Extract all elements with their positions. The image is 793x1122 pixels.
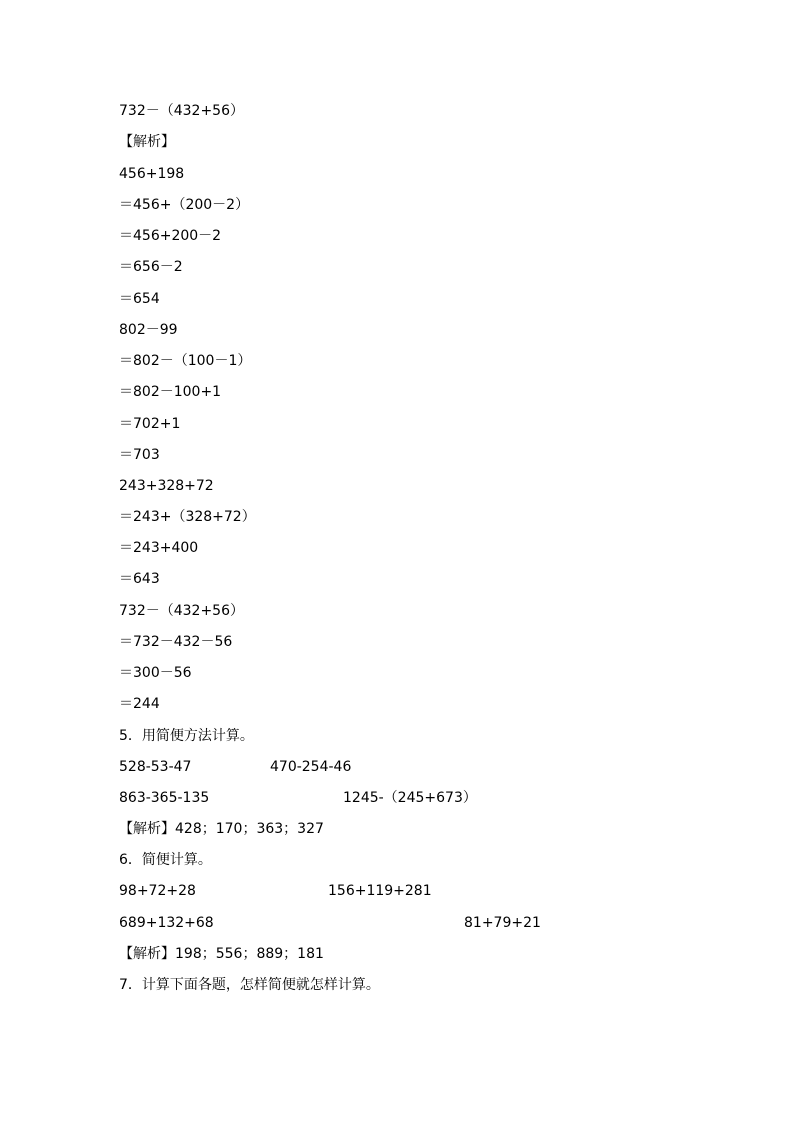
q6-expression: 689+132+68 — [119, 915, 214, 931]
q6-expression: 156+119+281 — [328, 883, 432, 899]
q5-expression: 470-254-46 — [270, 759, 352, 775]
calc-line: ＝654 — [119, 291, 160, 307]
q5-expression: 863-365-135 — [119, 790, 210, 806]
question-5-title: 5．用简便方法计算。 — [119, 728, 254, 744]
question-6-title: 6．简便计算。 — [119, 852, 212, 868]
calc-line: 802－99 — [119, 322, 178, 338]
question-7-title: 7．计算下面各题，怎样简便就怎样计算。 — [119, 977, 380, 993]
q6-expression: 98+72+28 — [119, 883, 196, 899]
calc-line: ＝643 — [119, 571, 160, 587]
q5-expression: 528-53-47 — [119, 759, 192, 775]
calc-line: ＝802－100+1 — [119, 384, 222, 400]
calc-line: ＝456+（200－2） — [119, 197, 250, 213]
q6-expression: 81+79+21 — [464, 915, 541, 931]
q6-answer: 【解析】198；556；889；181 — [119, 946, 324, 962]
calc-line: ＝300－56 — [119, 665, 192, 681]
calc-line: 732－（432+56） — [119, 603, 244, 619]
q5-expression: 1245-（245+673） — [343, 790, 477, 806]
calc-line: ＝703 — [119, 447, 160, 463]
calc-line: 456+198 — [119, 166, 185, 182]
calc-line: ＝244 — [119, 696, 160, 712]
calc-line: ＝702+1 — [119, 416, 181, 432]
calc-line: ＝243+（328+72） — [119, 509, 256, 525]
calc-line: ＝802－（100－1） — [119, 353, 252, 369]
q5-answer: 【解析】428；170；363；327 — [119, 821, 324, 837]
solution-heading: 【解析】 — [119, 134, 175, 150]
calc-line: ＝456+200－2 — [119, 228, 222, 244]
calc-line: ＝243+400 — [119, 540, 199, 556]
calc-line: 243+328+72 — [119, 478, 214, 494]
calc-line: ＝656－2 — [119, 259, 183, 275]
calc-line: ＝732－432－56 — [119, 634, 233, 650]
problem-expression: 732－（432+56） — [119, 103, 244, 119]
